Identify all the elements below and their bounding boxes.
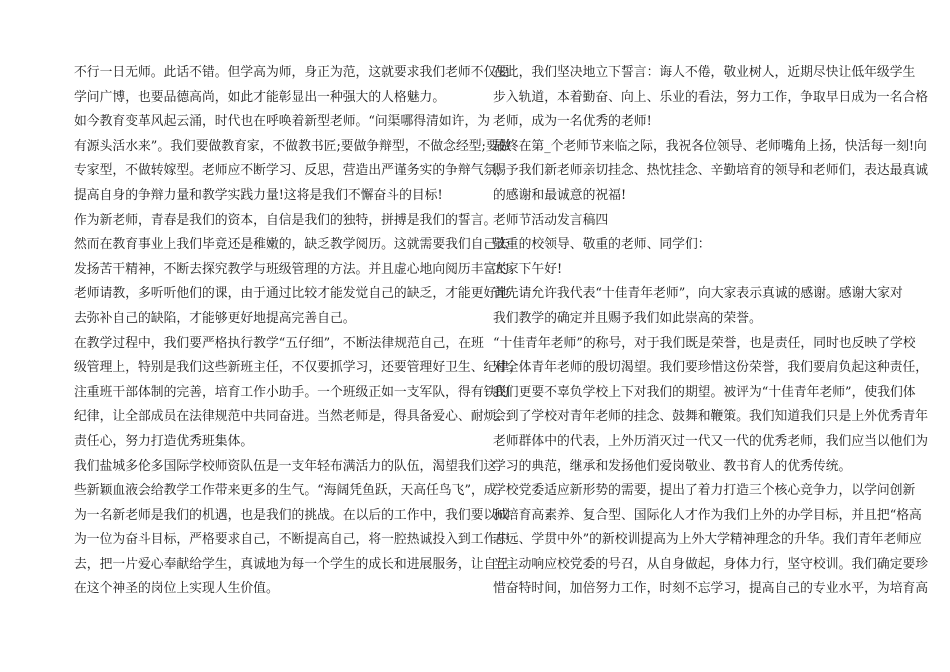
text-line: 赐予我们新老师亲切挂念、热忱挂念、辛勤培育的领导和老师们，表达最真诚 <box>493 163 929 179</box>
text-line: 如今教育变革风起云涌，时代也在呼唤着新型老师。“问渠哪得清如许，为 <box>74 114 491 130</box>
text-line: “十佳青年老师”的称号，对于我们既是荣誉，也是责任，同时也反映了学校 <box>493 335 916 351</box>
text-line: 老师群体中的代表，上外历消灭过一代又一代的优秀老师，我们应当以他们为 <box>493 433 929 449</box>
text-line: 专家型，不做转嫁型。老师应不断学习、反思，营造出严谨务实的争辩气氛， <box>74 163 510 179</box>
text-line: 在这个神圣的岗位上实现人生价值。 <box>74 581 279 597</box>
text-line: 在教学过程中，我们要严格执行教学“五仔细”，不断法律规范自己，在班 <box>74 335 484 351</box>
left-column <box>74 61 522 602</box>
text-line: 老师，成为一名优秀的老师! <box>493 114 652 130</box>
text-line: 纪律，让全部成员在法律规范中共同奋进。当然老师是，得具备爱心、耐烦、 <box>74 409 510 425</box>
section-heading: 老师节活动发言稿四 <box>493 212 609 228</box>
text-line: 志远、学贯中外”的新校训提高为上外大学精神理念的升华。我们青年老师应 <box>493 532 922 548</box>
text-line: 级管理上，特别是我们这些新班主任，不仅要抓学习，还要管理好卫生、纪律， <box>74 360 522 376</box>
text-line: 首先请允许我代表“十佳青年老师”，向大家表示真诚的感谢。感谢大家对 <box>493 286 903 302</box>
text-line: 提高自身的争辩力量和教学实践力量!这将是我们不懈奋斗的目标! <box>74 187 443 203</box>
text-line: 注重班干部体制的完善，培育工作小助手。一个班级正如一支军队，得有铁的 <box>74 384 510 400</box>
text-line: 和培育高素养、复合型、国际化人才作为我们上外的办学目标，并且把“格高 <box>493 507 922 523</box>
text-line: 不行一日无师。此话不错。但学高为师，身正为范，这就要求我们老师不仅要 <box>74 65 510 80</box>
text-line: 在此，我们坚决地立下誓言：诲人不倦，敬业树人，近期尽快让低年级学生 <box>493 65 916 80</box>
right-column <box>493 61 929 602</box>
text-line: 为一位为奋斗目标，严格要求自己，不断提高自己，将一腔热诚投入到工作中 <box>74 532 510 548</box>
text-line: 为一名新老师是我们的机遇，也是我们的挑战。在以后的工作中，我们要以成 <box>74 507 510 523</box>
text-line: 些新颖血液会给教学工作带来更多的生气。“海阔凭鱼跃，天高任鸟飞”，成 <box>74 483 497 499</box>
text-line: 学校党委适应新形势的需要，提出了着力打造三个核心竞争力，以学问创新 <box>493 483 916 499</box>
text-line: 我们更要不辜负学校上下对我们的期望。被评为“十佳青年老师”，使我们体 <box>493 384 916 400</box>
text-line: 去，把一片爱心奉献给学生，真诚地为每一个学生的成长和进展服务，让自己 <box>74 556 510 572</box>
text-line: 对全体青年老师的殷切渴望。我们要珍惜这份荣誉，我们要肩负起这种责任， <box>493 360 929 376</box>
text-line: 老师请教，多听听他们的课，由于通过比较才能发觉自己的缺乏，才能更好地 <box>74 286 510 302</box>
text-line: 有源头活水来”。我们要做教育家，不做教书匠;要做争辩型，不做念经型;要做 <box>74 138 512 154</box>
text-line: 发扬苦干精神，不断去探究教学与班级管理的方法。并且虚心地向阅历丰富的 <box>74 261 510 277</box>
text-line: 我们教学的确定并且赐予我们如此崇高的荣誉。 <box>493 310 762 326</box>
text-line: 作为新老师，青春是我们的资本，自信是我们的独特，拼搏是我们的誓言。 <box>74 212 497 228</box>
text-line: 我们盐城多伦多国际学校师资队伍是一支年轻布满活力的队伍，渴望我们这 <box>74 458 497 474</box>
text-line: 当主动响应校党委的号召，从自身做起，身体力行，坚守校训。我们确定要珍 <box>493 556 929 572</box>
text-line: 然而在教育事业上我们毕竟还是稚嫩的，缺乏教学阅历。这就需要我们自己去 <box>74 237 510 253</box>
text-line: 责任心，努力打造优秀班集体。 <box>74 433 254 449</box>
text-line: 的感谢和最诚意的祝福! <box>493 187 627 203</box>
text-line: 学问广博，也要品德高尚，如此才能彰显出一种强大的人格魅力。 <box>74 89 446 105</box>
text-line: 去弥补自己的缺陷，才能够更好地提高完善自己。 <box>74 310 356 326</box>
text-line: 会到了学校对青年老师的挂念、鼓舞和鞭策。我们知道我们只是上外优秀青年 <box>493 409 929 425</box>
text-line: 步入轨道，本着勤奋、向上、乐业的看法，努力工作，争取早日成为一名合格 <box>493 89 929 105</box>
text-line: 惜奋特时间，加倍努力工作，时刻不忘学习，提高自己的专业水平，为培育高 <box>493 581 929 597</box>
text-line: 最终在第_个老师节来临之际，我祝各位领导、老师嘴角上扬，快活每一刻!向 <box>493 138 927 154</box>
salutation: 敬重的校领导、敬重的老师、同学们： <box>493 237 711 253</box>
greeting: 大家下午好! <box>493 261 563 277</box>
text-line: 学习的典范，继承和发扬他们爱岗敬业、教书育人的优秀传统。 <box>493 458 852 474</box>
